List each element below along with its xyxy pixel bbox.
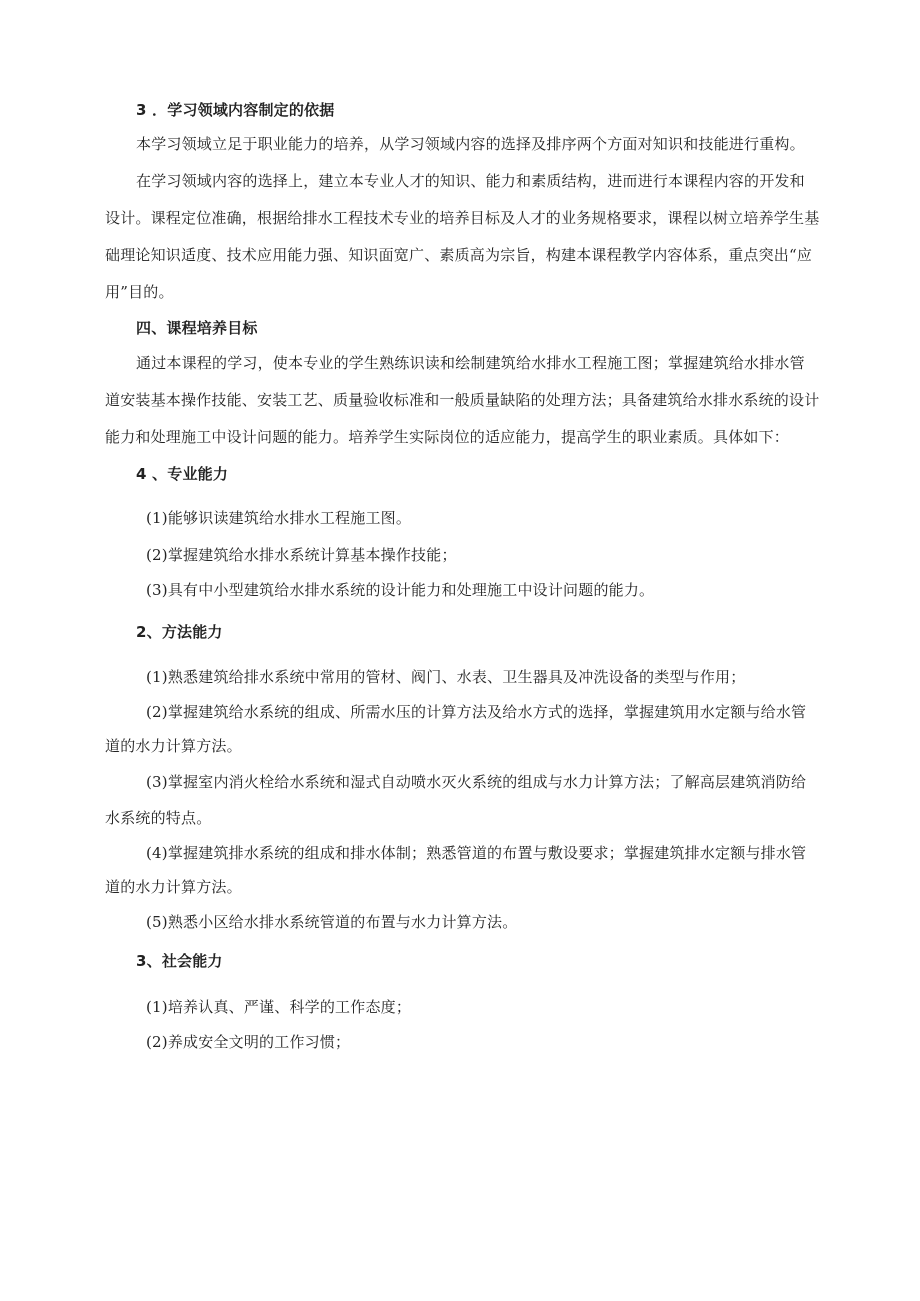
list-item: 水系统的特点。 — [105, 809, 212, 827]
section4-heading: 四、课程培养目标 — [136, 319, 258, 337]
list-item: (2)掌握建筑给水系统的组成、所需水压的计算方法及给水方式的选择，掌握建筑用水定额与给水管 — [146, 703, 807, 721]
social-heading: 3、社会能力 — [136, 952, 223, 970]
paragraph: 在学习领域内容的选择上，建立本专业人才的知识、能力和素质结构，进而进行本课程内容的开发和 — [136, 172, 805, 190]
list-item: (2)养成安全文明的工作习惯； — [146, 1033, 351, 1051]
list-item: (1)熟悉建筑给排水系统中常用的管材、阀门、水表、卫生器具及冲洗设备的类型与作用； — [146, 668, 746, 686]
list-item: (5)熟悉小区给水排水系统管道的布置与水力计算方法。 — [146, 913, 518, 931]
paragraph: 础理论知识适度、技术应用能力强、知识面宽广、素质高为宗旨，构建本课程教学内容体系，重点突出“应 — [105, 246, 813, 264]
list-item: 道的水力计算方法。 — [105, 878, 242, 896]
paragraph: 能力和处理施工中设计问题的能力。培养学生实际岗位的适应能力，提高学生的职业素质。具体如下： — [105, 428, 790, 446]
section3-heading: 3 ．学习领域内容制定的依据 — [136, 101, 335, 119]
method-heading: 2、方法能力 — [136, 623, 223, 641]
list-item: (2)掌握建筑给水排水系统计算基本操作技能； — [146, 546, 457, 564]
list-item: 道的水力计算方法。 — [105, 737, 242, 755]
list-item: (4)掌握建筑排水系统的组成和排水体制；熟悉管道的布置与敷设要求；掌握建筑排水定额与排水管 — [146, 844, 807, 862]
paragraph: 道安装基本操作技能、安装工艺、质量验收标准和一般质量缺陷的处理方法；具备建筑给水排水系统的设计 — [105, 391, 820, 409]
list-item: (1)能够识读建筑给水排水工程施工图。 — [146, 509, 412, 527]
list-item: (3)具有中小型建筑给水排水系统的设计能力和处理施工中设计问题的能力。 — [146, 581, 655, 599]
paragraph: 设计。课程定位准确，根据给排水工程技术专业的培养目标及人才的业务规格要求，课程以树立培养学生基 — [105, 209, 820, 227]
list-item: (1)培养认真、严谨、科学的工作态度； — [146, 998, 412, 1016]
paragraph: 通过本课程的学习，使本专业的学生熟练识读和绘制建筑给水排水工程施工图；掌握建筑给水排水管 — [136, 354, 805, 372]
paragraph: 本学习领域立足于职业能力的培养，从学习领域内容的选择及排序两个方面对知识和技能进行重构。 — [136, 135, 805, 153]
paragraph: 用”目的。 — [105, 283, 174, 301]
professional-heading: 4 、专业能力 — [136, 465, 229, 483]
list-item: (3)掌握室内消火栓给水系统和湿式自动喷水灭火系统的组成与水力计算方法；了解高层建筑消防给 — [146, 773, 807, 791]
